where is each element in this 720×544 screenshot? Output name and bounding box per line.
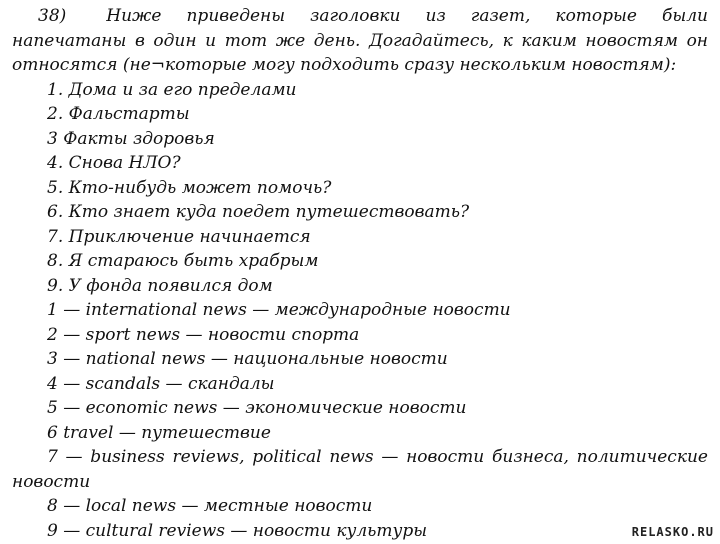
- task-paragraph: [12, 4, 708, 78]
- headline-item: 3 Факты здоровья: [47, 128, 215, 149]
- answer-item: 7 — business reviews, political news — новости бизнеса, политические новости: [12, 447, 708, 492]
- answer-item: 9 — cultural reviews — новости культуры: [47, 520, 428, 541]
- document-page: [12, 4, 708, 543]
- headline-item: 8. Я стараюсь быть храбрым: [47, 251, 319, 271]
- answer-item: 4 — scandals — скандалы: [47, 373, 275, 394]
- answer-item: 8 — local news — местные новости: [47, 496, 373, 516]
- answer-item: 1 — international news — международные новости: [47, 300, 511, 320]
- task-number: 38): [38, 6, 67, 26]
- headline-item: 6. Кто знает куда поедет путешествовать?: [47, 202, 470, 222]
- headline-item: 9. У фонда появился дом: [47, 275, 273, 296]
- answer-item: 5 — economic news — экономические новости: [47, 398, 467, 418]
- answer-item: 6 travel — путешествие: [47, 422, 271, 443]
- answers-list: [12, 298, 708, 543]
- answer-item: 3 — national news — национальные новости: [47, 349, 448, 369]
- task-text: Ниже приведены заголовки из газет, которые были напечатаны в один и тот же день. Догадайтесь, к каким новостям он относятся (не¬которые могу подходить сразу нескольким новостям):: [12, 6, 708, 75]
- headline-item: 4. Снова НЛО?: [47, 153, 181, 173]
- site-watermark: RELASKO.RU: [631, 525, 714, 539]
- headline-item: 5. Кто-нибудь может помочь?: [47, 177, 332, 198]
- headlines-list: [12, 78, 708, 299]
- answer-item: 2 — sport news — новости спорта: [47, 324, 360, 345]
- headline-item: 2. Фальстарты: [47, 104, 190, 124]
- headline-item: 1. Дома и за его пределами: [47, 79, 297, 100]
- headline-item: 7. Приключение начинается: [47, 226, 311, 247]
